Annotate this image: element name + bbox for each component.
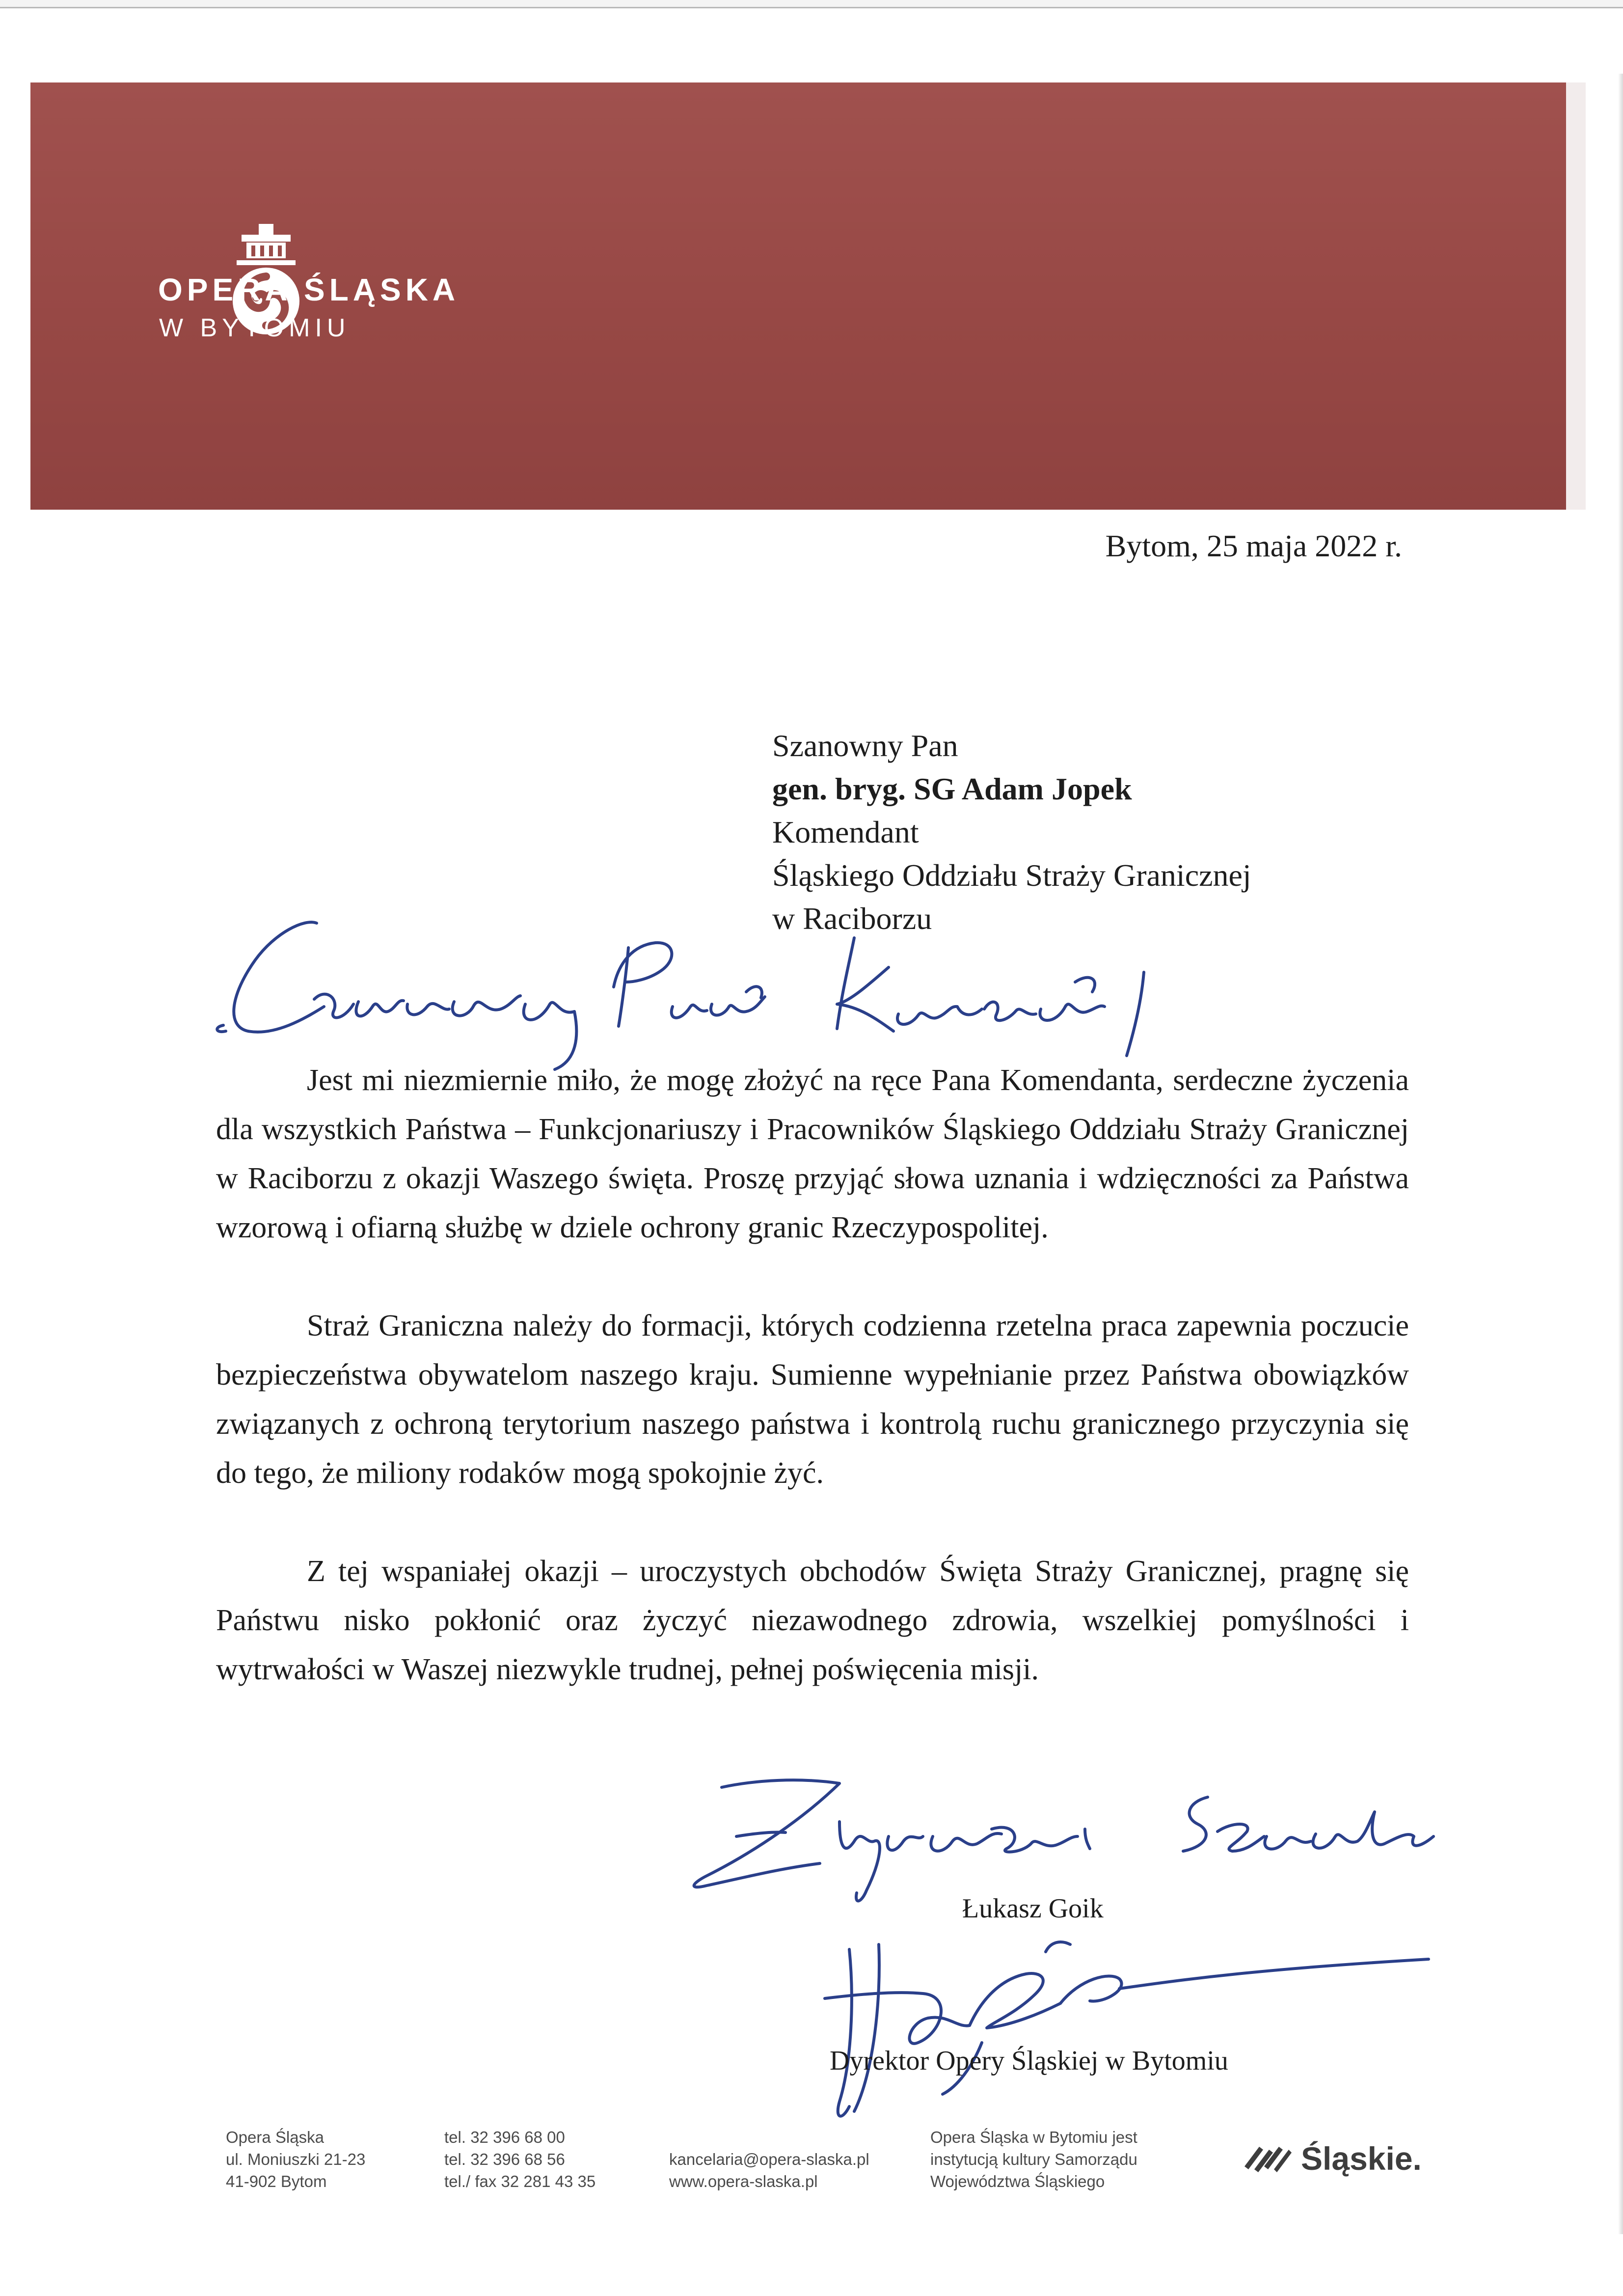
footer-phones — [444, 2126, 595, 2192]
addressee-position: Komendant — [772, 815, 919, 849]
slaskie-brand-name: Śląskie. — [1301, 2140, 1422, 2177]
handwritten-greeting — [211, 913, 1173, 1078]
footer-contact — [669, 2148, 869, 2192]
handwritten-closing — [677, 1763, 1443, 1913]
addressee-unit: Śląskiego Oddziału Straży Granicznej — [772, 858, 1251, 893]
letter-body — [216, 1056, 1409, 1694]
addressee-city: w Raciborzu — [772, 901, 932, 936]
footer-address-line: 41-902 Bytom — [226, 2172, 327, 2190]
footer-status-line: instytucją kultury Samorządu — [930, 2150, 1137, 2168]
footer-address-line: ul. Moniuszki 21-23 — [226, 2150, 366, 2168]
footer-phone-line: tel./ fax 32 281 43 35 — [444, 2172, 596, 2190]
footer-address-line: Opera Śląska — [226, 2128, 324, 2146]
footer-email[interactable]: kancelaria@opera-slaska.pl — [669, 2150, 869, 2168]
scan-right-edge — [1618, 74, 1623, 2234]
org-name: OPERA ŚLĄSKA — [158, 272, 460, 307]
addressee-name: gen. bryg. SG Adam Jopek — [772, 771, 1132, 806]
letter-date: Bytom, 25 maja 2022 r. — [1105, 528, 1402, 563]
footer-phone-line: tel. 32 396 68 56 — [444, 2150, 565, 2168]
addressee-salutation: Szanowny Pan — [772, 728, 958, 763]
body-paragraph-1: Jest mi niezmiernie miło, że mogę złożyć na ręce Pana Komendanta, serdeczne życzenia dla wszystkich Państwa – Funkcjonariuszy i Pracowników Śląskiego Oddziału Straży Granicznej w Raciborzu z okazji Waszego święta. Proszę przyjąć słowa uznania i wdzięczności za Państwa wzorową i ofiarną służbę w dziele ochrony granic Rzeczypospolitej. — [216, 1064, 1409, 1244]
banner-edge — [1566, 82, 1586, 510]
footer-address — [226, 2126, 365, 2192]
org-city: W BYTOMIU — [159, 314, 351, 342]
footer-status — [930, 2126, 1137, 2192]
addressee-block — [772, 724, 1251, 940]
footer-status-line: Województwa Śląskiego — [930, 2172, 1105, 2190]
footer-website[interactable]: www.opera-slaska.pl — [669, 2172, 818, 2190]
body-paragraph-3: Z tej wspaniałej okazji – uroczystych obchodów Święta Straży Granicznej, pragnę się Państwu nisko pokłonić oraz życzyć niezawodnego zdrowia, wszelkiej pomyślności i wytrwałości w Waszej niezwykle trudnej, pełnej poświęcenia misji. — [216, 1555, 1409, 1686]
scan-top-edge — [0, 0, 1623, 8]
footer-status-line: Opera Śląska w Bytomiu jest — [930, 2128, 1137, 2146]
slaskie-logo-icon — [1240, 2137, 1294, 2179]
signer-title: Dyrektor Opery Śląskiej w Bytomiu — [830, 2046, 1228, 2076]
signer-name: Łukasz Goik — [962, 1893, 1104, 1924]
footer-phone-line: tel. 32 396 68 00 — [444, 2128, 565, 2146]
body-paragraph-2: Straż Graniczna należy do formacji, których codzienna rzetelna praca zapewnia poczucie bezpieczeństwa obywatelom naszego kraju. Sumienne wypełnianie przez Państwa obowiązków związanych z ochroną terytorium naszego państwa i kontrolą ruchu granicznego przyczynia się do tego, że miliony rodaków mogą spokojnie żyć. — [216, 1309, 1409, 1490]
letterhead-banner — [30, 82, 1586, 510]
